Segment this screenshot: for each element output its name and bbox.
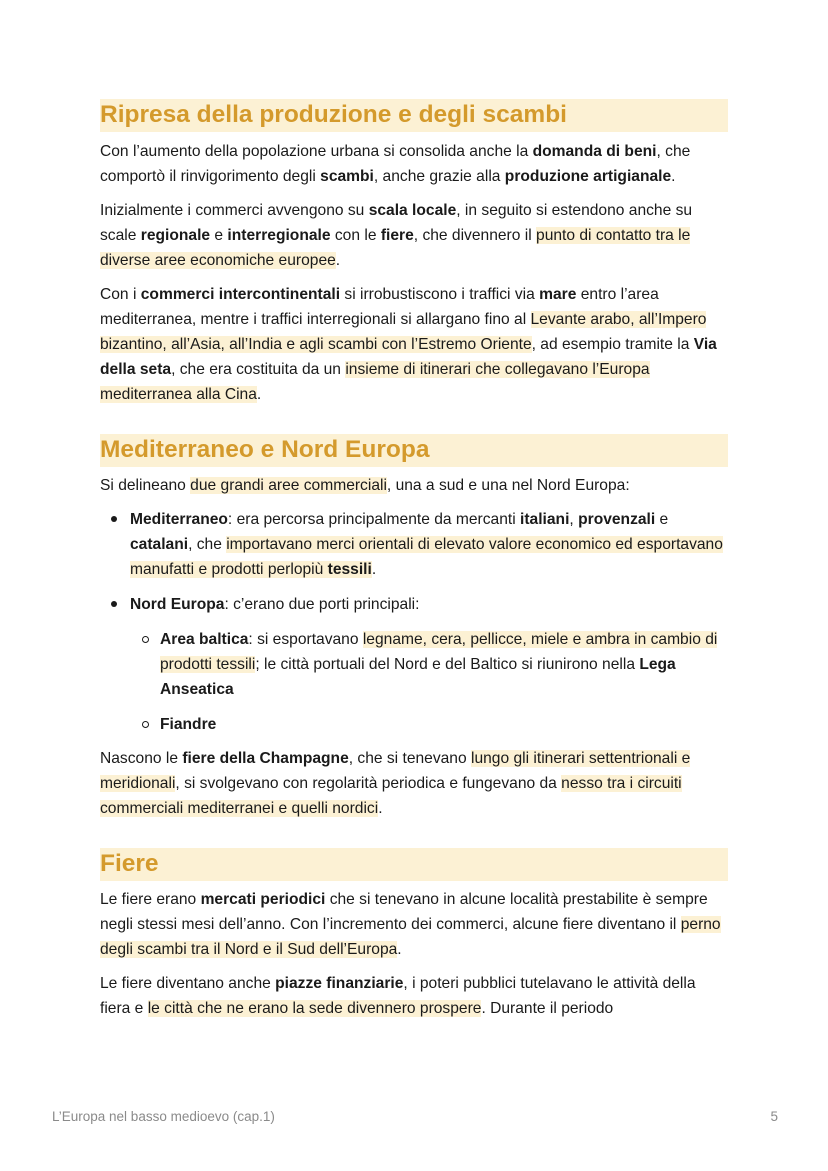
sub-list (130, 627, 728, 737)
paragraph: Si delineano due grandi aree commerciali, una a sud e una nel Nord Europa: (100, 477, 630, 494)
paragraph: Le fiere erano mercati periodici che si tenevano in alcune località prestabilite è sempre negli stessi mesi dell’anno. Con l’incremento dei commerci, alcune fiere diventano il perno degli scambi tra il Nord e il Sud dell’Europa. (100, 891, 721, 958)
paragraph: Nascono le fiere della Champagne, che si tenevano lungo gli itinerari settentrionali e meridionali, si svolgevano con regolarità periodica e fungevano da nesso tra i circuiti commerciali mediterranei e quelli nordici. (100, 750, 691, 817)
paragraph: Con l’aumento della popolazione urbana si consolida anche la domanda di beni, che comportò il rinvigorimento degli scambi, anche grazie alla produzione artigianale. (100, 143, 691, 185)
list-item: Area baltica: si esportavano legname, cera, pellicce, miele e ambra in cambio di prodotti tessili; le città portuali del Nord e del Baltico si riunirono nella Lega Anseatica (130, 627, 728, 702)
bullet-list (100, 507, 728, 737)
document-body (100, 99, 728, 1021)
page-number: 5 (770, 1109, 778, 1124)
paragraph: Le fiere diventano anche piazze finanziarie, i poteri pubblici tutelavano le attività della fiera e le città che ne erano la sede divennero prospere. Durante il periodo (100, 975, 696, 1017)
list-item: Fiandre (130, 712, 728, 737)
section-heading-fiere: Fiere (100, 848, 728, 881)
paragraph: Inizialmente i commerci avvengono su scala locale, in seguito si estendono anche su scale regionale e interregionale con le fiere, che divennero il punto di contatto tra le diverse aree economiche europee. (100, 202, 693, 269)
paragraph: Con i commerci intercontinentali si irrobustiscono i traffici via mare entro l’area mediterranea, mentre i traffici interregionali si allargano fino al Levante arabo, all’Impero bizantino, all’Asia, all’India e agli scambi con l’Estremo Oriente, ad esempio tramite la Via della seta, che era costituita da un insieme di itinerari che collegavano l’Europa mediterranea alla Cina. (100, 286, 717, 403)
list-item: Mediterraneo: era percorsa principalmente da mercanti italiani, provenzali e catalani, che importavano merci orientali di elevato valore economico ed esportavano manufatti e prodotti perlopiù tessili. (100, 507, 728, 582)
section-heading-ripresa: Ripresa della produzione e degli scambi (100, 99, 728, 132)
list-item: Nord Europa: c’erano due porti principali: Area baltica: si esportavano legname, cera, pellicce, miele e ambra in cambio di prodotti tessili; le città portuali del Nord e del Baltico si riunirono nella Lega Anseatica Fiandre (100, 592, 728, 737)
section-heading-mediterraneo: Mediterraneo e Nord Europa (100, 434, 728, 467)
footer-title: L’Europa nel basso medioevo (cap.1) (52, 1109, 275, 1124)
